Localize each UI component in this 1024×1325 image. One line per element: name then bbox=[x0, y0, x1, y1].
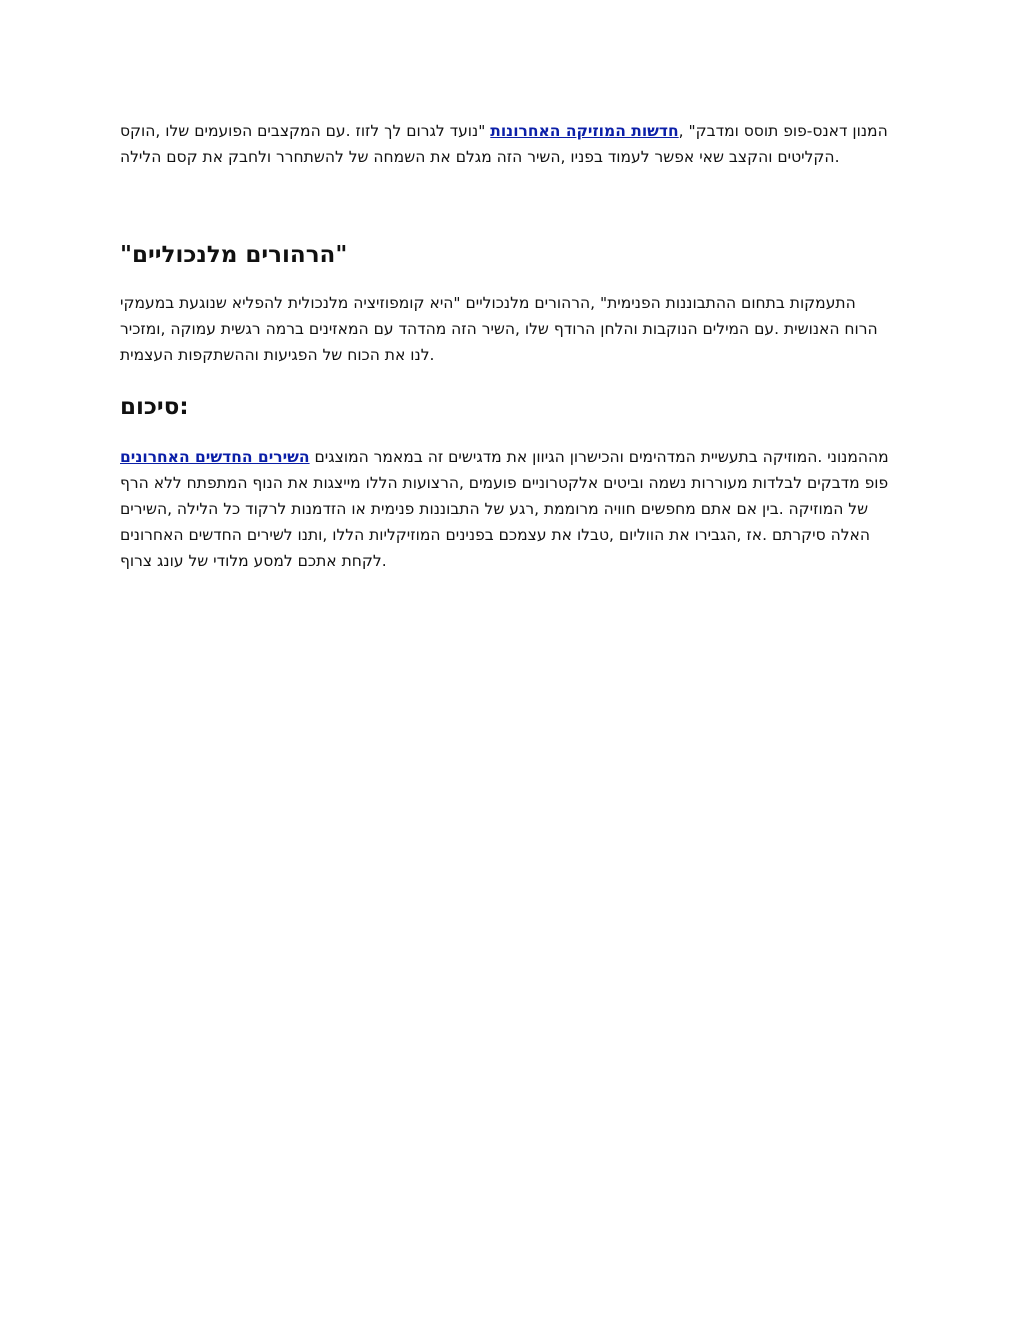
summary-line-3: של המוזיקה .בין אם אתם מחפשים חוויה מרוממת ,רגע של התבוננות פנימית או הזדמנות לרקוד כל הלילה ,השירים bbox=[120, 500, 869, 518]
summary-line-4: האלה סיקרתם .אז ,הגבירו את הווליום ,טבלו את עצמכם בפנינים המוזיקליות הללו ,ותנו לשירים החדשים האחרונים bbox=[120, 526, 871, 544]
section-heading-melancholic: "הרהורים מלנכוליים" bbox=[120, 242, 348, 268]
intro-line-1-prefix: המנון דאנס-פופ תוסס ומדבק" , bbox=[678, 122, 888, 140]
latest-music-news-link[interactable]: חדשות המוזיקה האחרונות bbox=[490, 122, 679, 140]
summary-line-5: לקחת אתכם למסע מלודי של עונג צרוף. bbox=[120, 552, 387, 570]
summary-line-1 bbox=[120, 444, 890, 470]
section1-line-2: הרוח האנושית .עם המילים הנוקבות והלחן הרודף שלו ,השיר הזה מהדהד עם המאזינים ברמה רגשית עמוקה ,ומזכיר bbox=[120, 320, 878, 338]
section1-line-3: לנו את הכוח של הפגיעות וההשתקפות העצמית. bbox=[120, 346, 435, 364]
latest-new-songs-link[interactable]: השירים החדשים האחרונים bbox=[120, 448, 310, 466]
intro-line-2: הקליטים והקצב שאי אפשר לעמוד בפניו ,השיר הזה מגלם את השמחה של להשתחרר ולחבק את קסם הלילה. bbox=[120, 148, 840, 166]
summary-line-1-prefix: מההמנוני .המוזיקה בתעשיית המדהימים והכישרון הגיוון את מדגישים זה במאמר המוצגים bbox=[309, 448, 889, 466]
intro-line-1 bbox=[120, 118, 890, 144]
intro-paragraph bbox=[120, 118, 890, 170]
summary-heading: סיכום: bbox=[120, 394, 189, 420]
summary-line-2: פופ מדבקים לבלדות מעוררות נשמה וביטים אלקטרוניים פועמים ,הרצועות הללו מייצגות את הנוף המתפתח ללא הרף bbox=[120, 474, 889, 492]
section1-paragraph bbox=[120, 290, 890, 368]
section1-line-1: התעמקות בתחום ההתבוננות הפנימית" ,הרהורים מלנכוליים "היא קומפוזיציה מלנכולית להפליא שנוגעת במעמקי bbox=[120, 294, 856, 312]
intro-line-1-suffix: "נועד לגרום לך לזוז .עם המקצבים הפועמים שלו ,הוקס bbox=[120, 122, 491, 140]
article-body bbox=[120, 116, 890, 574]
summary-paragraph bbox=[120, 444, 890, 574]
